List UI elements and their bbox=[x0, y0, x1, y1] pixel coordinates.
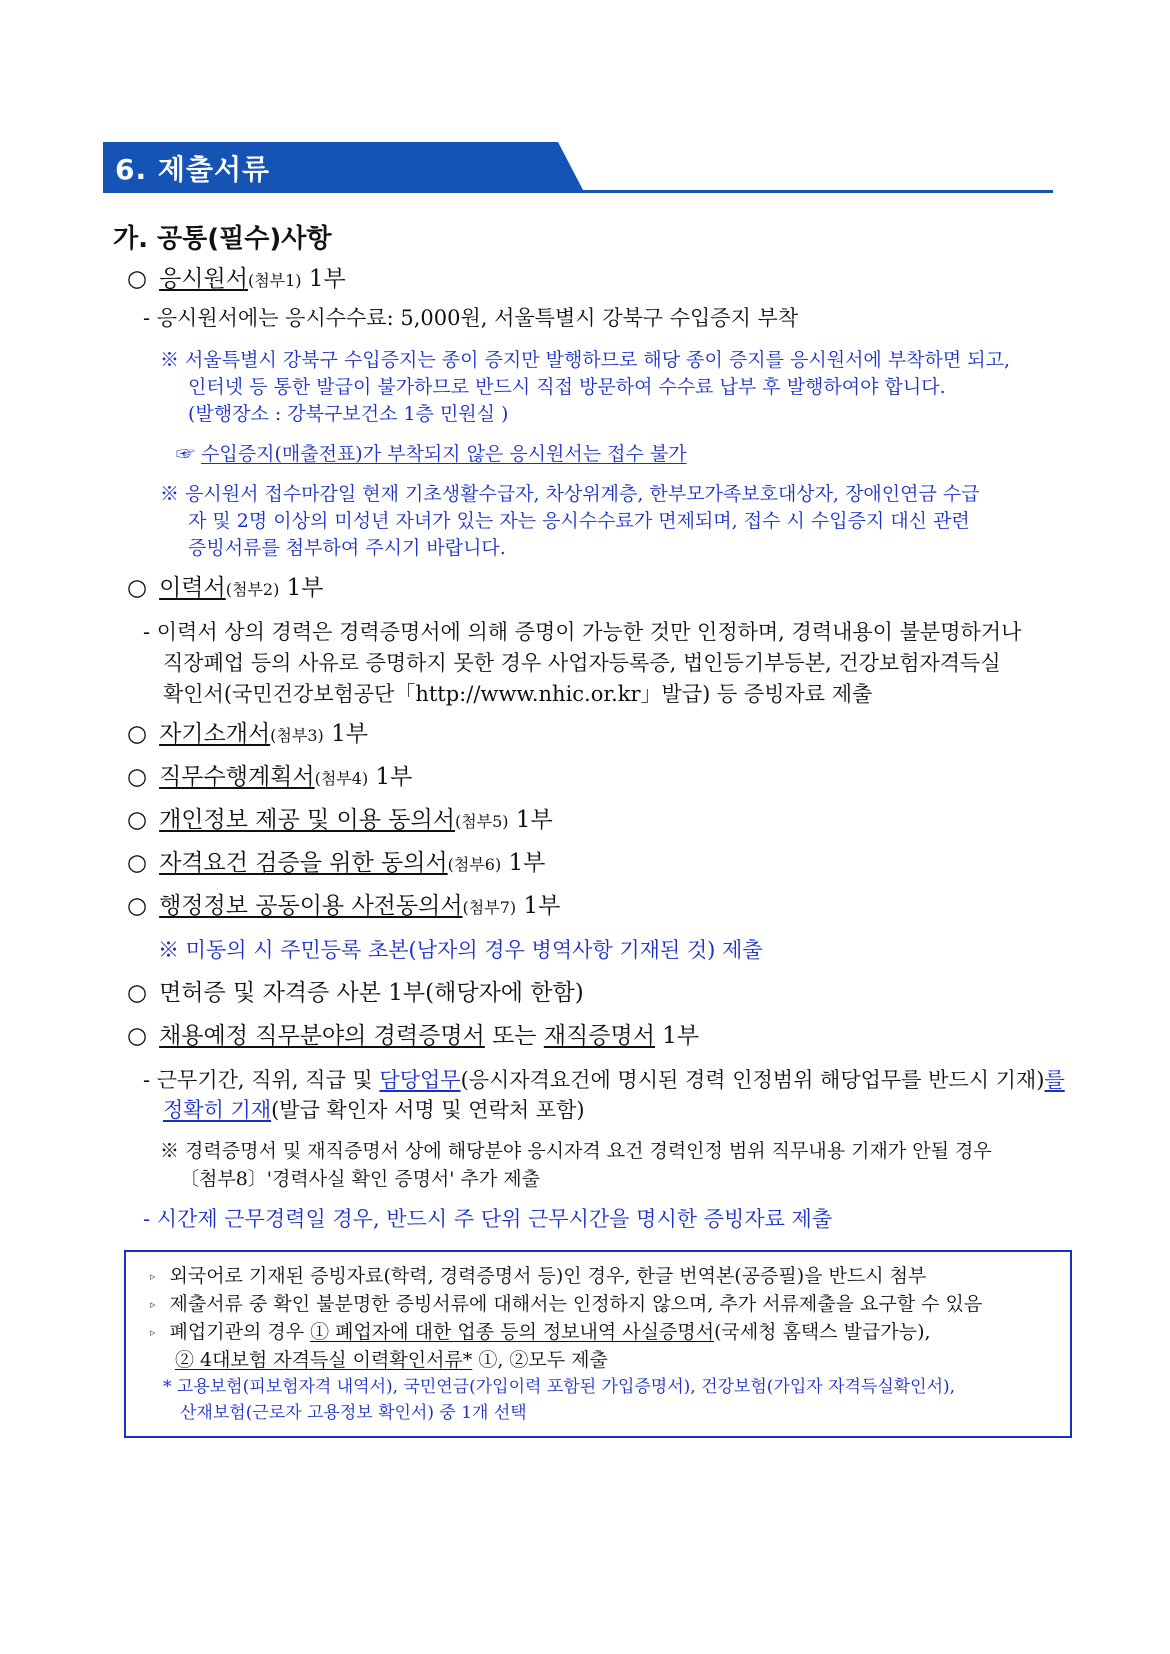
item-name: 직무수행계획서 bbox=[159, 764, 315, 790]
item-quantity: 1부 bbox=[662, 1023, 700, 1049]
career-note-line bbox=[163, 1098, 585, 1123]
notice-text: ①, ②모두 제출 bbox=[472, 1349, 608, 1371]
item-attachment: (첨부6) bbox=[447, 855, 502, 874]
notice-text: 외국어로 기재된 증빙자료(학력, 경력증명서 등)인 경우, 한글 번역본(공증필)을 반드시 첨부 bbox=[169, 1265, 927, 1287]
pointing-hand-icon: ☞ bbox=[176, 443, 196, 465]
notice-footnote: 산재보험(근로자 고용정보 확인서) 중 1개 선택 bbox=[180, 1403, 527, 1423]
item-name: 채용예정 직무분야의 경력증명서 bbox=[159, 1023, 485, 1049]
stamp-note-line: 인터넷 등 통한 발급이 불가하므로 반드시 직접 방문하여 수수료 납부 후 발행하여야 합니다. bbox=[188, 376, 946, 398]
circle-bullet: ○ bbox=[127, 266, 148, 292]
circle-bullet: ○ bbox=[127, 893, 148, 919]
item-quantity: 1부 bbox=[515, 807, 553, 833]
resume-note-line: 직장폐업 등의 사유로 증명하지 못한 경우 사업자등록증, 법인등기부등본, 건강보험자격득실 bbox=[163, 651, 1001, 675]
item-name: 자격요건 검증을 위한 동의서 bbox=[159, 850, 448, 876]
item-name: 행정정보 공동이용 사전동의서 bbox=[159, 893, 463, 919]
item-quantity: 1부 bbox=[375, 764, 413, 790]
section-banner bbox=[103, 142, 1053, 194]
item-name: 이력서 bbox=[159, 575, 226, 601]
exemption-note-line: 자 및 2명 이상의 미성년 자녀가 있는 자는 응시수수료가 면제되며, 접수 시 수입증지 대신 관련 bbox=[188, 510, 970, 532]
circle-bullet: ○ bbox=[127, 764, 148, 790]
stamp-note-line: ※ 서울특별시 강북구 수입증지는 종이 증지만 발행하므로 해당 종이 증지를 응시원서에 부착하면 되고, bbox=[160, 349, 1011, 371]
triangle-bullet-icon: ▹ bbox=[150, 1270, 156, 1283]
item-self-intro bbox=[127, 721, 368, 749]
notice-bullet-item bbox=[150, 1321, 931, 1344]
item-quantity: 1부 bbox=[523, 893, 561, 919]
stamp-note-line: (발행장소 : 강북구보건소 1층 민원실 ) bbox=[188, 403, 509, 425]
notice-text: 폐업기관의 경우 bbox=[169, 1321, 311, 1343]
career-note-line bbox=[143, 1068, 1065, 1093]
item-name: 응시원서 bbox=[159, 266, 248, 292]
item-quantity: 1부 bbox=[308, 266, 346, 292]
career-note-part: (발급 확인자 서명 및 연락처 포함) bbox=[271, 1098, 585, 1122]
notice-text: (국세청 홈택스 발급가능), bbox=[714, 1321, 931, 1343]
item-job-plan bbox=[127, 764, 412, 792]
item-attachment: (첨부2) bbox=[225, 580, 280, 599]
notice-bullet-item bbox=[150, 1265, 926, 1288]
notice-footnote: * 고용보험(피보험자격 내역서), 국민연금(가입이력 포함된 가입증명서), 건강보험(가입자 자격득실확인서), bbox=[163, 1377, 956, 1397]
item-quantity: 1부 bbox=[331, 721, 368, 747]
item-quantity: 1부 bbox=[286, 575, 324, 601]
circle-bullet: ○ bbox=[127, 850, 148, 876]
circle-bullet: ○ bbox=[127, 1023, 148, 1049]
stamp-warning bbox=[176, 443, 687, 466]
item-qualification-consent bbox=[127, 850, 545, 878]
exemption-note-line: 증빙서류를 첨부하여 주시기 바랍니다. bbox=[188, 537, 506, 559]
item-career-certificate bbox=[127, 1023, 699, 1051]
item-application bbox=[127, 266, 346, 294]
circle-bullet: ○ bbox=[127, 980, 148, 1006]
item-connector: 또는 bbox=[484, 1023, 544, 1049]
item-admin-info-consent bbox=[127, 893, 560, 921]
item-quantity: 1부 bbox=[508, 850, 546, 876]
item-attachment: (첨부4) bbox=[314, 769, 369, 788]
resume-note-line: - 이력서 상의 경력은 경력증명서에 의해 증명이 가능한 것만 인정하며, 경력내용이 불분명하거나 bbox=[143, 620, 1022, 644]
exemption-note-line: ※ 응시원서 접수마감일 현재 기초생활수급자, 차상위계층, 한부모가족보호대상자, 장애인연금 수급 bbox=[160, 483, 980, 505]
triangle-bullet-icon: ▹ bbox=[150, 1298, 156, 1311]
item-license bbox=[127, 980, 584, 1008]
circle-bullet: ○ bbox=[127, 721, 148, 747]
career-note-part: 를 bbox=[1044, 1068, 1065, 1092]
career-note-part: - 근무기간, 직위, 직급 및 bbox=[143, 1068, 380, 1092]
career-note-part: (응시자격요건에 명시된 경력 인정범위 해당업무를 반드시 기재) bbox=[460, 1068, 1045, 1092]
section-title: 가. 공통(필수)사항 bbox=[113, 224, 332, 254]
circle-bullet: ○ bbox=[127, 807, 148, 833]
notice-text: 제출서류 중 확인 불분명한 증빙서류에 대해서는 인정하지 않으며, 추가 서류제출을 요구할 수 있음 bbox=[169, 1293, 983, 1315]
item-attachment: (첨부5) bbox=[454, 812, 509, 831]
triangle-bullet-icon: ▹ bbox=[150, 1326, 156, 1339]
notice-text-underlined: ① 폐업자에 대한 업종 등의 정보내역 사실증명서 bbox=[310, 1321, 715, 1343]
notice-text-underlined: ② 4대보험 자격득실 이력확인서류* bbox=[175, 1349, 473, 1371]
item-name: 재직증명서 bbox=[543, 1023, 655, 1049]
career-note-accurate: 정확히 기재 bbox=[163, 1098, 272, 1122]
item-privacy-consent bbox=[127, 807, 553, 835]
stamp-warning-text: 수입증지(매출전표)가 부착되지 않은 응시원서는 접수 불가 bbox=[201, 443, 687, 465]
notice-bullet-item bbox=[150, 1293, 982, 1316]
resume-note-line: 확인서(국민건강보험공단「http://www.nhic.or.kr」발급) 등 증빙자료 제출 bbox=[163, 682, 873, 706]
application-fee-note: - 응시원서에는 응시수수료: 5,000원, 서울특별시 강북구 수입증지 부착 bbox=[143, 306, 799, 330]
career-reference-line: ※ 경력증명서 및 재직증명서 상에 해당분야 응시자격 요건 경력인정 범위 직무내용 기재가 안될 경우 bbox=[160, 1140, 992, 1162]
item-attachment: (첨부7) bbox=[462, 898, 517, 917]
part-time-note: - 시간제 근무경력일 경우, 반드시 주 단위 근무시간을 명시한 증빙자료 제출 bbox=[143, 1207, 833, 1231]
career-reference-line: 〔첨부8〕'경력사실 확인 증명서' 추가 제출 bbox=[180, 1168, 541, 1190]
item-attachment: (첨부1) bbox=[247, 271, 302, 290]
item-text: 면허증 및 자격증 사본 1부(해당자에 한함) bbox=[159, 980, 584, 1006]
career-note-duty: 담당업무 bbox=[379, 1068, 461, 1092]
circle-bullet: ○ bbox=[127, 575, 148, 601]
notice-continuation bbox=[175, 1349, 608, 1372]
admin-consent-note: ※ 미동의 시 주민등록 초본(남자의 경우 병역사항 기재된 것) 제출 bbox=[158, 938, 763, 962]
banner-underline bbox=[103, 190, 1053, 193]
item-resume bbox=[127, 575, 323, 603]
item-name: 개인정보 제공 및 이용 동의서 bbox=[159, 807, 455, 833]
item-name: 자기소개서 bbox=[159, 721, 271, 747]
item-attachment: (첨부3) bbox=[270, 726, 324, 745]
banner-title: 6. 제출서류 bbox=[115, 153, 271, 186]
